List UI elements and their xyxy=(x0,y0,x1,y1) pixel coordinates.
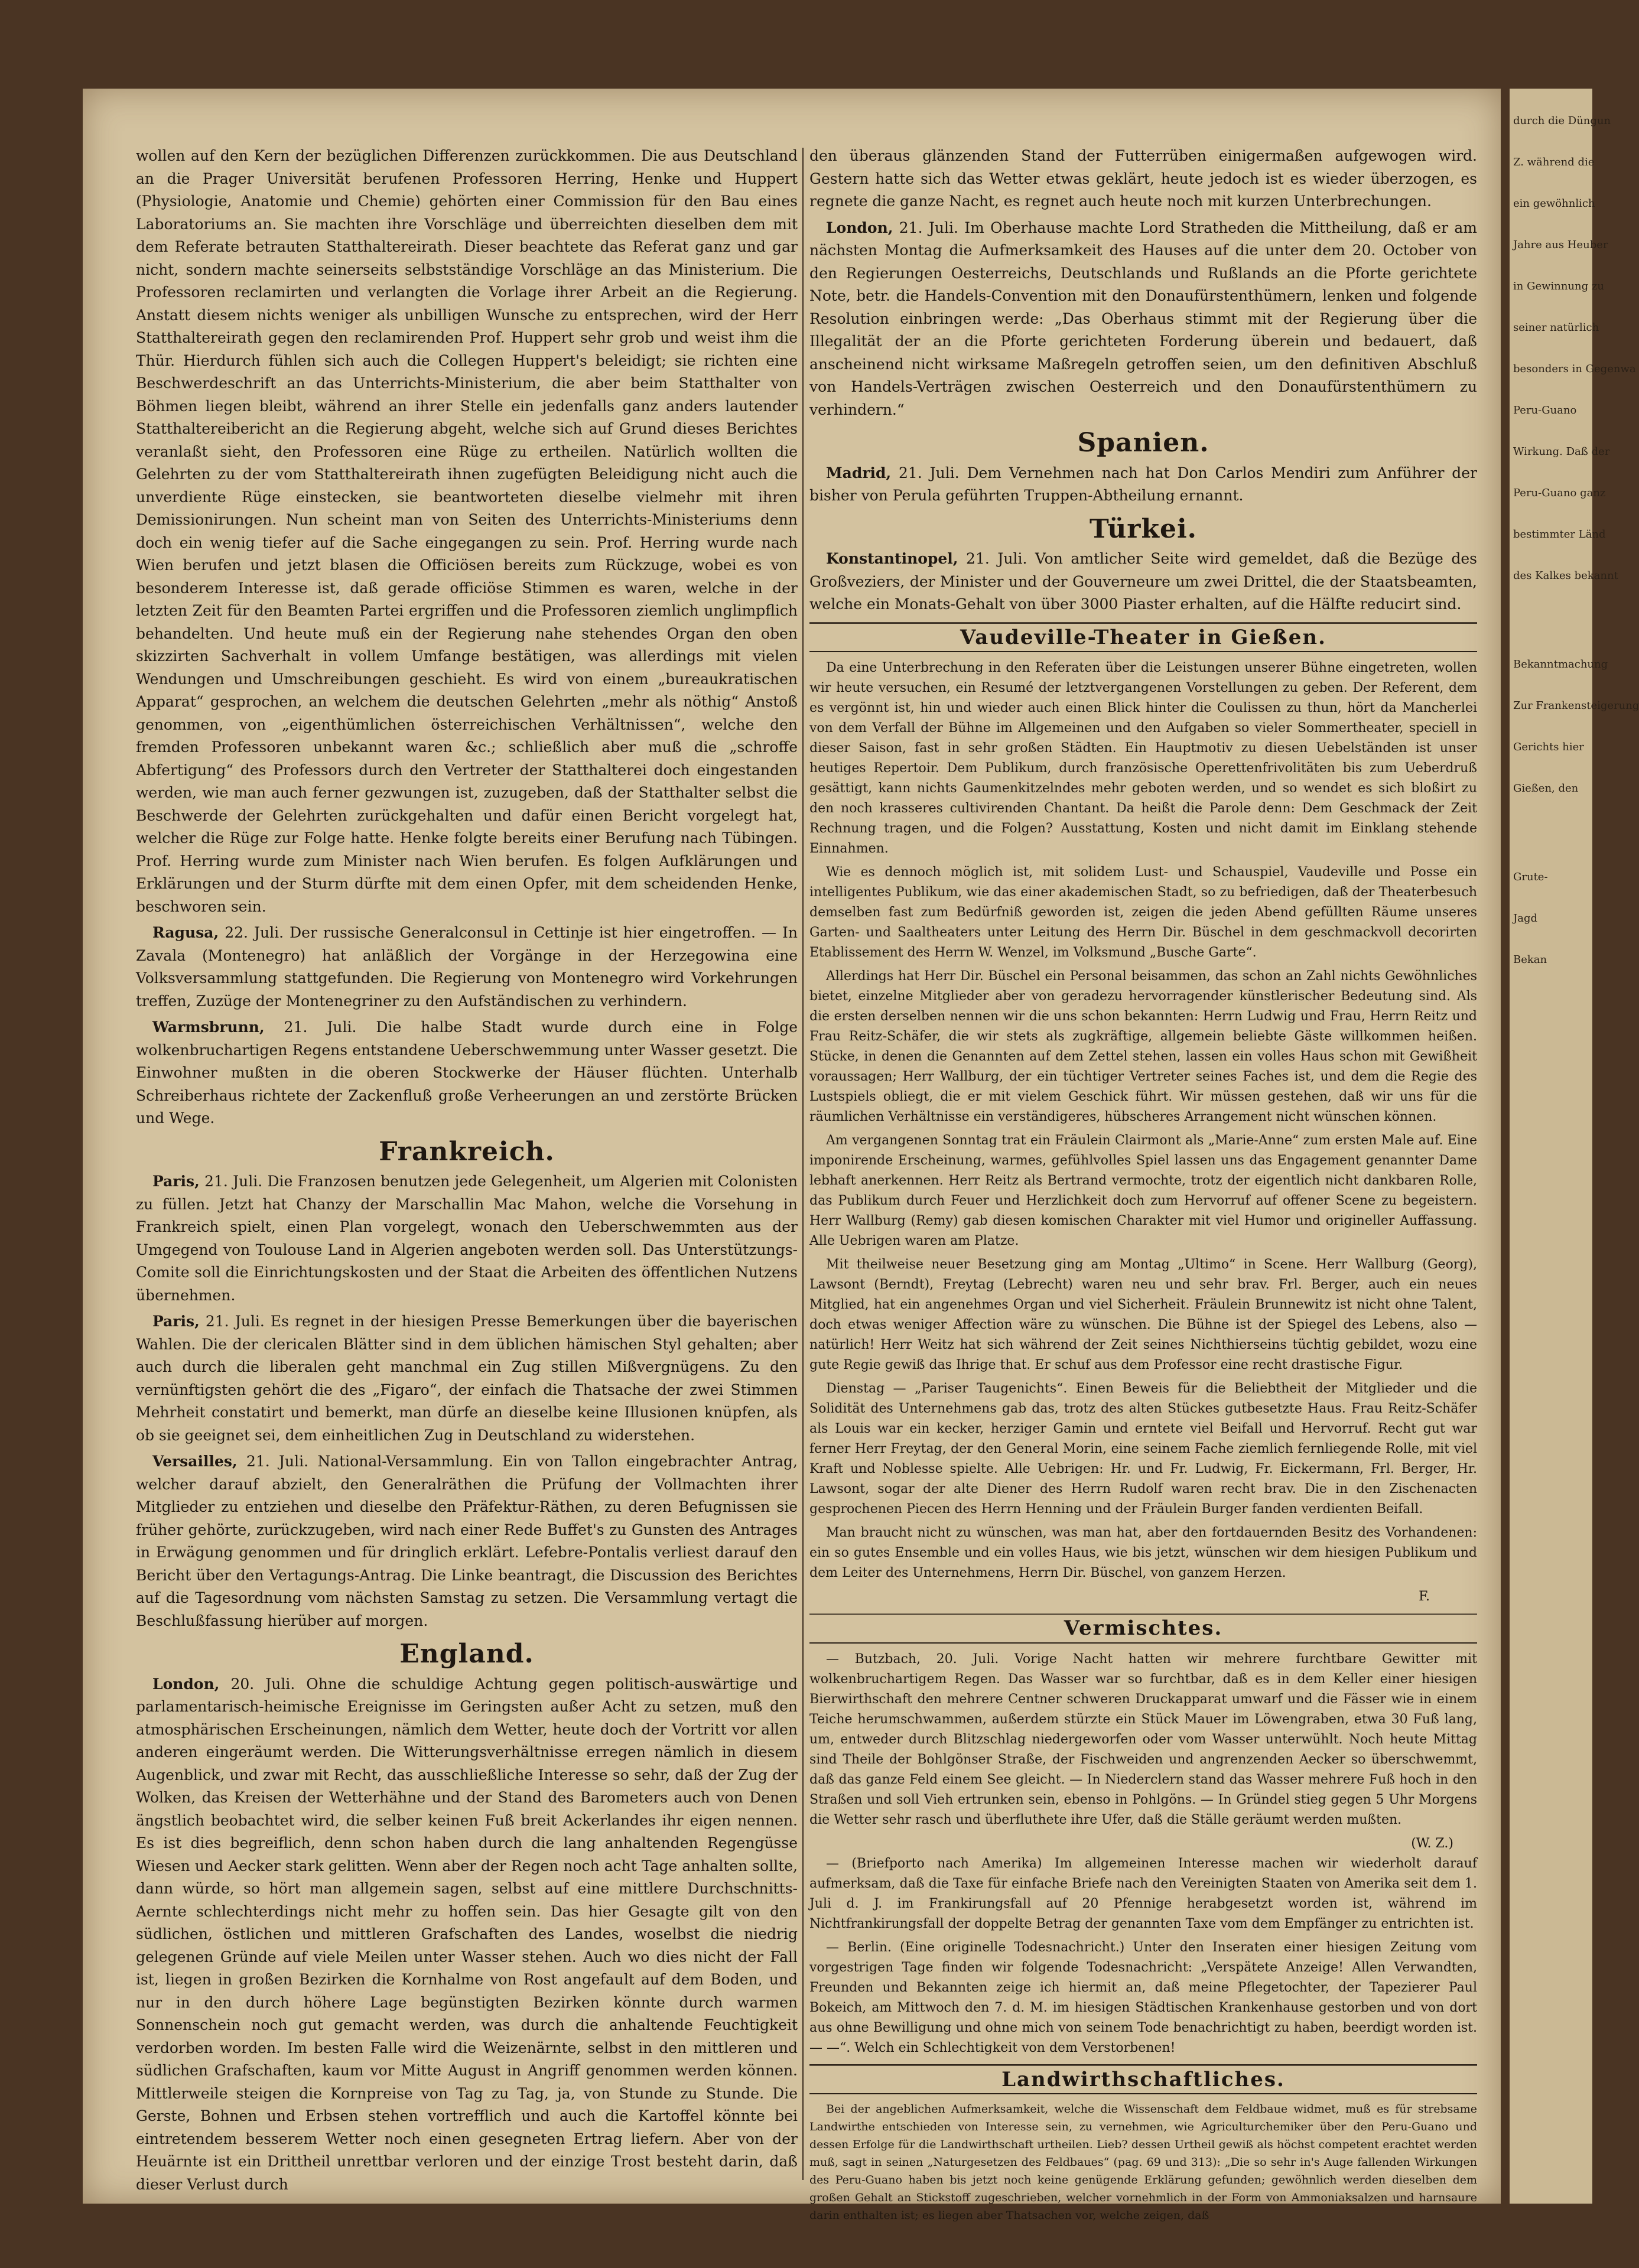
adjacent-page-line: Z. während die xyxy=(1513,156,1595,168)
heading-landwirthschaftliches: Landwirthschaftliches. xyxy=(809,2064,1477,2095)
article-versailles xyxy=(136,1450,798,1632)
section-vermischtes xyxy=(809,1649,1477,2058)
heading-england: England. xyxy=(399,1639,534,1669)
heading-spanien: Spanien. xyxy=(1077,428,1209,458)
adjacent-page-line: Zur Frankensteigerung xyxy=(1513,699,1639,712)
article-paris-2 xyxy=(136,1310,798,1447)
article-ragusa xyxy=(136,922,798,1013)
adjacent-page-line: Peru-Guano xyxy=(1513,404,1577,416)
feuilleton-theater xyxy=(809,658,1477,1607)
adjacent-page-line: Gießen, den xyxy=(1513,782,1579,795)
adjacent-page-line: ein gewöhnlich xyxy=(1513,197,1595,210)
article-london-1-text: 20. Juli. Ohne die schuldige Achtung gegen politisch-auswärtige und parlamentarisch-heimische Ereignisse im Geringsten außer Acht zu setzen, muß den atmosphärischen Erscheinungen, nämlich dem Wetter, heute doch der Vortritt vor allen anderen eingeräumt werden. Die Witterungsverhältnisse erregen nämlich in diesem Augenblick, und zwar mit Recht, das ausschließliche Interesse so sehr, daß der Zug der Wolken, das Kreisen der Wetterhähne und der Stand des Barometers auch von Denen ängstlich beobachtet wird, die selber keinen Fuß breit Ackerlandes ihr eigen nennen. Es ist dies begreiflich, denn schon haben durch die lang anhaltenden Regengüsse Wiesen und Aecker stark gelitten. Wenn aber der Regen noch acht Tage anhalten sollte, dann würde, so hört man allgemein sagen, selbst auf eine mittlere Durchschnitts-Aernte schlechterdings nicht mehr zu hoffen sein. Das hier Gesagte gilt von den südlichen, östlichen und mittleren Grafschaften des Landes, woselbst die niedrig gelegenen Gründe auf viele Meilen unter Wasser stehen. Auch wo dies nicht der Fall ist, liegen in großen Bezirken die Kornhalme von Rost angefault auf dem Boden, und nur in den durch höhere Lage begünstigten Bezirken könnte durch warmen Sonnenschein noch gut gemacht werden, was durch die anhaltende Feuchtigkeit verdorben worden. Im besten Falle wird die Weizenärnte, selbst in den mittleren und südlichen Grafschaften, kaum vor Mitte August in Angriff genommen werden können. Mittlerweile steigen die Kornpreise von Tag zu Tag, ja, von Stunde zu Stunde. Die Gerste, Bohnen und Erbsen stehen vortrefflich und auch die Kartoffel könnte bei eintretendem besserem Wetter noch einen gesegneten Ertrag liefern. Aber von der Heuärnte ist ein Drittheil unrettbar verloren und der einzige Trost besteht darin, daß dieser Verlust durch xyxy=(136,1675,798,2193)
adjacent-page-line: Grute- xyxy=(1513,871,1548,883)
article-madrid xyxy=(809,462,1477,507)
article-england-continued: den überaus glänzenden Stand der Futterrüben einigermaßen aufgewogen wird. Gestern hatte sich das Wetter etwas geklärt, heute jedoch ist es wieder überzogen, es regnete die ganze Nacht, es regnet auch heute noch mit kurzen Unterbrechungen. xyxy=(809,147,1477,210)
adjacent-page-line: Gerichts hier xyxy=(1513,741,1584,753)
article-konstantinopel-text: 21. Juli. Von amtlicher Seite wird gemeldet, daß die Bezüge des Großveziers, der Minister und der Gouverneure um zwei Drittel, die der Staatsbeamten, welche ein Monats-Gehalt von über 3000 Piaster erhalten, auf die Hälfte reducirt sind. xyxy=(809,550,1477,613)
dateline-paris-2: Paris, xyxy=(152,1313,200,1330)
adjacent-page-line: Peru-Guano ganz xyxy=(1513,487,1606,499)
article-konstantinopel xyxy=(809,548,1477,616)
dateline-paris-1: Paris, xyxy=(152,1173,200,1190)
theater-paragraph: Am vergangenen Sonntag trat ein Fräulein Clairmont als „Marie-Anne“ zum ersten Male auf. Eine imponirende Erscheinung, warmes, gefühlvolles Spiel lassen uns das Engagement genannter Dame lebhaft anerkennen. Herr Reitz als Bertrand vermochte, trotz der eigentlich nicht dankbaren Rolle, das Publikum durch Feuer und Herzlichkeit doch zum Hervorruf auf offener Scene zu begeistern. Herr Wallburg (Remy) gab diesen komischen Charakter mit viel Humor und origineller Auffassung. Alle Uebrigen waren am Platze. xyxy=(809,1133,1477,1248)
dateline-ragusa: Ragusa, xyxy=(152,924,219,941)
adjacent-page-line: besonders in Gegenwa xyxy=(1513,363,1636,375)
misc-berlin: — Berlin. (Eine originelle Todesnachricht.) Unter den Inseraten einer hiesigen Zeitung vom vorgestrigen Tage finden wir folgende Todesnachricht: „Verspätete Anzeige! Allen Verwandten, Freunden und Bekannten zeige ich hiermit an, daß meine Pflegetochter, der Tapezierer Paul Bokeich, am Mittwoch den 7. d. M. im hiesigen Städtischen Krankenhause gestorben und von dort aus ohne Bewilligung und ohne mich von seinem Tode benachrichtigt zu haben, beerdigt worden ist. — —“. Welch ein Schlechtigkeit von dem Verstorbenen! xyxy=(809,1940,1477,2055)
article-paris-1 xyxy=(136,1170,798,1307)
article-paris-1-text: 21. Juli. Die Franzosen benutzen jede Gelegenheit, um Algerien mit Colonisten zu füllen. Jetzt hat Chanzy der Marschallin Mac Mahon, welche die Vorsehung in Frankreich spielt, einen Plan vorgelegt, wonach den Ueberschwemmten aus der Umgegend von Toulouse Land in Algerien angeboten werden soll. Das Unterstützungs-Comite soll die Einrichtungskosten und der Staat die Arbeiten des öffentlichen Nutzens übernehmen. xyxy=(136,1173,798,1304)
adjacent-page-line: bestimmter Länd xyxy=(1513,528,1606,541)
right-column xyxy=(809,145,1477,2228)
article-london-2 xyxy=(809,217,1477,422)
theater-paragraph: Allerdings hat Herr Dir. Büschel ein Personal beisammen, das schon an Zahl nichts Gewöhnliches bietet, einzelne Mitglieder aber von geradezu hervorragender künstlerischer Bedeutung sind. Als die ersten derselben nennen wir die uns schon bekannten: Herrn Ludwig und Frau, Herrn Reitz und Frau Reitz-Schäfer, die wir stets als zugkräftige, allgemein beliebte Gäste willkommen heißen. Stücke, in denen die Genannten auf dem Zettel stehen, lassen ein volles Haus schon mit Gewißheit voraussagen; Herr Wallburg, der ein tüchtiger Vertreter seines Faches ist, und dem die Regie des Lustspiels obliegt, die er mit vielem Geschick führt. Wir müssen gestehen, daß wir uns für die räumlichen Verhältnisse ein verständigeres, hübscheres Arrangement nicht wünschen können. xyxy=(809,969,1477,1124)
section-landwirthschaft xyxy=(809,2100,1477,2224)
theater-paragraph: Dienstag — „Pariser Taugenichts“. Einen Beweis für die Beliebtheit der Mitglieder und die Solidität des Unternehmens gab das, trotz des alten Stückes gutbesetzte Haus. Frau Reitz-Schäfer als Louis war ein kecker, herziger Gamin und erntete viel Beifall und Hervorruf. Recht gut war ferner Herr Freytag, der den General Morin, eine seinem Fache ziemlich fernliegende Rolle, mit viel Kraft und Noblesse spielte. Alle Uebrigen: Hr. und Fr. Ludwig, Fr. Eickermann, Frl. Berger, Hr. Lawsont, sogar der alte Diener des Herrn Rudolf waren recht brav. Die in den Zischenacten gesprochenen Piecen des Herrn Henning und der Fräulein Burger fanden verdienten Beifall. xyxy=(809,1381,1477,1517)
left-column xyxy=(136,145,798,2199)
article-warmsbrunn xyxy=(136,1016,798,1130)
article-paris-2-text: 21. Juli. Es regnet in der hiesigen Presse Bemerkungen über die bayerischen Wahlen. Die der clericalen Blätter sind in dem üblichen hämischen Styl gehalten; aber auch durch die liberalen geht manchmal ein Zug stillen Mißvergnügens. Zu den vernünftigsten gehört die des „Figaro“, der einfach die Thatsache der zwei Stimmen Mehrheit constatirt und bemerkt, man dürfe an dieselbe keine Illusionen knüpfen, als ob sie geeignet sei, dem einheitlichen Zug in Deutschland zu widerstehen. xyxy=(136,1313,798,1444)
theater-signature: F. xyxy=(1419,1589,1430,1604)
article-madrid-text: 21. Juli. Dem Vernehmen nach hat Don Carlos Mendiri zum Anführer der bisher von Perula geführten Truppen-Abtheilung ernannt. xyxy=(809,464,1478,504)
theater-paragraph: Mit theilweise neuer Besetzung ging am Montag „Ultimo“ in Scene. Herr Wallburg (Georg), Lawsont (Berndt), Freytag (Lebrecht) waren neu und sehr brav. Frl. Berger, auch ein neues Mitglied, hat ein angenehmes Organ und viel Sicherheit. Fräulein Brunnewitz ist nicht ohne Talent, doch etwas weniger Affection wäre zu wünschen. Die Bühne ist der Spiegel des Lebens, also — natürlich! Herr Weitz hat sich während der Zeit seines Nichthierseins tüchtig gebildet, wozu eine gute Regie gewiß das Ihrige that. Er schuf aus dem Professor eine recht drastische Figur. xyxy=(809,1257,1477,1372)
heading-vaudeville-theater: Vaudeville-Theater in Gießen. xyxy=(809,622,1477,653)
agriculture-paragraph: Bei der angeblichen Aufmerksamkeit, welche die Wissenschaft dem Feldbaue widmet, muß es für strebsame Landwirthe entschieden von Interesse sein, zu vernehmen, wie Agriculturchemiker über den Peru-Guano und dessen Erfolge für die Landwirthschaft urtheilen. Lieb? dessen Urtheil gewiß als höchst competent erachtet werden muß, sagt in seinen „Naturgesetzen des Feldbaues“ (pag. 69 und 313): „Die so sehr in's Auge fallenden Wirkungen des Peru-Guano haben bis jetzt noch keine genügende Erklärung gefunden; gewöhnlich werden dieselben dem großen Gehalt an Stickstoff zugeschrieben, welcher vornehmlich in der Form von Ammoniaksalzen und harnsaure darin enthalten ist; es liegen aber Thatsachen vor, welche zeigen, daß xyxy=(809,2103,1477,2222)
article-london-2-text: 21. Juli. Im Oberhause machte Lord Stratheden die Mittheilung, daß er am nächsten Montag die Aufmerksamkeit des Hauses auf die unter dem 20. October von den Regierungen Oesterreichs, Deutschlands und Rußlands an die Pforte gerichtete Note, betr. die Handels-Convention mit den Donaufürstenthümern, lenken und folgende Resolution einbringen werde: „Das Oberhaus stimmt mit der Regierung über die Illegalität der an die Pforte gerichteten Forderung überein und bedauert, daß anscheinend nicht wirksame Maßregeln getroffen seien, um den definitiven Abschluß von Handels-Verträgen zwischen Oesterreich und den Donaufürstenthümern zu verhindern.“ xyxy=(809,219,1477,418)
dateline-konstantinopel: Konstantinopel, xyxy=(826,550,958,567)
article-ragusa-text: 22. Juli. Der russische Generalconsul in Cettinje ist hier eingetroffen. — In Zavala (Montenegro) hat anläßlich der Vorgänge in der Herzegowina eine Volksversammlung stattgefunden. Die Regierung von Montenegro wird Vorkehrungen treffen, Zuzüge der Montenegriner zu den Aufständischen zu verhindern. xyxy=(136,924,798,1010)
misc-butzbach: — Butzbach, 20. Juli. Vorige Nacht hatten wir mehrere furchtbare Gewitter mit wolkenbruchartigem Regen. Das Wasser war so furchtbar, daß es in dem Keller einer hiesigen Bierwirthschaft den mehrere Centner schweren Druckapparat umwarf und die Fässer wie in einem Teiche herumschwammen, außerdem stürzte ein Stück Mauer im Löwengraben, etwa 30 Fuß lang, um, entweder durch Blitzschlag niedergeworfen oder vom Wasser unterwühlt. Noch heute Mittag sind Theile der Bohlgönser Straße, der Fischweiden und angrenzenden Aecker so überschwemmt, daß das ganze Feld einem See gleicht. — In Niederclern stand das Wasser mehrere Fuß hoch in den Straßen und soll Vieh ertrunken sein, ebenso in Pohlgöns. — In Gründel stieg gegen 5 Uhr Morgens die Wetter sehr rasch und überfluthete ihre Ufer, daß die Ställe geräumt werden mußten. xyxy=(809,1651,1477,1827)
theater-paragraph: Wie es dennoch möglich ist, mit solidem Lust- und Schauspiel, Vaudeville und Posse ein intelligentes Publikum, wie das einer akademischen Stadt, so zu befriedigen, daß der Theaterbesuch demselben fast zum Bedürfniß geworden ist, zeigen die jeden Abend gefüllten Räume unseres Garten- und Saaltheaters unter Leitung des Herrn Dir. Büschel in dem geschmackvoll decorirten Etablissement des Herrn W. Wenzel, im Volksmund „Busche Garte“. xyxy=(809,865,1477,960)
dateline-madrid: Madrid, xyxy=(826,464,892,481)
newspaper-page xyxy=(83,89,1501,2222)
adjacent-page-line: seiner natürlich xyxy=(1513,321,1599,334)
adjacent-page-line: in Gewinnung zu xyxy=(1513,280,1604,292)
dateline-london-2: London, xyxy=(826,219,893,236)
adjacent-page-strip xyxy=(1510,89,1639,2204)
article-london-1 xyxy=(136,1673,798,2197)
adjacent-page-line: Jagd xyxy=(1513,912,1537,925)
article-prague-professors: wollen auf den Kern der bezüglichen Differenzen zurückkommen. Die aus Deutschland an die Prager Universität berufenen Professoren Herring, Henke und Huppert (Physiologie, Anatomie und Chemie) gehörten einer Commission für den Bau eines Laboratoriums an. Sie machten ihre Vorschläge und überreichten dieselben dem mit dem Referate betrauten Statthaltereirath. Dieser beachtete das Referat ganz und gar nicht, sondern machte seinerseits selbstständige Vorschläge an das Ministerium. Die Professoren reclamirten und verlangten die Vorlage ihrer Arbeit an die Regierung. Anstatt diesem nichts weniger als unbilligen Wunsche zu entsprechen, wird der Herr Statthaltereirath gegen den reclamirenden Prof. Huppert sehr grob und weist ihm die Thür. Hierdurch fühlen sich auch die Collegen Huppert's beleidigt; sie richten eine Beschwerdeschrift an das Unterrichts-Ministerium, die aber beim Statthalter von Böhmen liegen bleibt, während an ihrer Stelle ein jedenfalls ganz anders lautender Statthaltereibericht an die Regierung abgeht, welche sich auf Grund dieses Berichtes veranlaßt sieht, den Professoren eine Rüge zu ertheilen. Natürlich wollten die Gelehrten zu der vom Statthaltereirath ihnen zugefügten Beleidigung nicht auch die unverdiente Rüge einstecken, sie beantworteten dieselbe vielmehr mit ihren Demissionirungen. Nun scheint man von Seiten des Unterrichts-Ministeriums denn doch ein wenig tiefer auf die Sache eingegangen zu sein. Prof. Herring wurde nach Wien berufen und jetzt blasen die Officiösen bereits zum Rückzuge, wobei es von besonderem Interesse ist, daß gerade officiöse Stimmen es waren, welche in der letzten Zeit für den Beamten Partei ergriffen und die Professoren ziemlich unglimpflich behandelten. Und heute muß ein der Regierung nahe stehendes Organ den oben skizzirten Sachverhalt in vollem Umfange bestätigen, was allerdings mit vielen Wendungen und Umschreibungen geschieht. Es wird von einem „bureaukratischen Apparat“ gesprochen, an welchem die deutschen Gelehrten „mehr als nöthig“ Anstoß genommen, von „eigenthümlichen österreichischen Verhältnissen“, welche den fremden Professoren unbekannt waren &c.; schließlich aber muß die „schroffe Abfertigung“ des Professors durch den Vertreter der Statthalterei doch eingestanden werden, wie man auch ferner gezwungen ist, zuzugeben, daß der Statthalter selbst die Beschwerde der Gelehrten zurückgehalten und dafür einen Bericht vorgelegt hat, welcher die Rüge zur Folge hatte. Henke folgte bereits einer Berufung nach Tübingen. Prof. Herring wurde zum Minister nach Wien berufen. Es folgen Aufklärungen und Erklärungen und der Sturm dürfte mit dem einen Opfer, mit dem scheidenden Henke, beschworen sein. xyxy=(136,147,798,915)
heading-tuerkei: Türkei. xyxy=(1089,513,1198,544)
theater-paragraph: Man braucht nicht zu wünschen, was man hat, aber den fortdauernden Besitz des Vorhandenen: ein so gutes Ensemble und ein volles Haus, wie bis jetzt, wünschen wir dem hiesigen Publikum und dem Leiter des Unternehmens, Herrn Dir. Büschel, von ganzem Herzen. xyxy=(809,1525,1477,1580)
adjacent-page-line: Jahre aus Heuber xyxy=(1513,239,1608,251)
adjacent-page-line: des Kalkes bekannt xyxy=(1513,570,1618,582)
dateline-versailles: Versailles, xyxy=(152,1453,238,1470)
heading-vermischtes: Vermischtes. xyxy=(809,1613,1477,1644)
adjacent-page-text xyxy=(1513,112,1639,969)
dateline-warmsbrunn: Warmsbrunn, xyxy=(152,1019,265,1036)
article-warmsbrunn-text: 21. Juli. Die halbe Stadt wurde durch eine in Folge wolkenbruchartigen Regens entstandene Ueberschwemmung unter Wasser gesetzt. Die Einwohner mußten in die oberen Stockwerke der Häuser flüchten. Unterhalb Schreiberhaus richtete der Zackenfluß große Verheerungen an und zerstörte Brücken und Wege. xyxy=(136,1019,798,1127)
misc-butzbach-source: (W. Z.) xyxy=(1411,1836,1453,1851)
misc-briefporto: — (Briefporto nach Amerika) Im allgemeinen Interesse machen wir wiederholt darauf aufmerksam, daß die Taxe für einfache Briefe nach den Vereinigten Staaten von Amerika seit dem 1. Juli d. J. im Frankirungsfall auf 20 Pfennige herabgesetzt worden ist, während im Nichtfrankirungsfall der doppelte Betrag der genannten Taxe vom dem Empfänger zu entrichten ist. xyxy=(809,1856,1477,1931)
adjacent-page-line: Bekanntmachung xyxy=(1513,658,1608,671)
adjacent-page-line: Bekan xyxy=(1513,954,1547,966)
adjacent-page-line: Wirkung. Daß der xyxy=(1513,445,1610,458)
column-divider xyxy=(802,148,804,2180)
adjacent-page-line: durch die Düngun xyxy=(1513,115,1611,127)
dateline-london-1: London, xyxy=(152,1675,220,1693)
heading-frankreich: Frankreich. xyxy=(379,1136,555,1167)
theater-paragraph: Da eine Unterbrechung in den Referaten über die Leistungen unserer Bühne eingetreten, wollen wir heute versuchen, ein Resumé der letztvergangenen Vorstellungen zu geben. Der Referent, dem es vergönnt ist, hin und wieder auch einen Blick hinter die Coulissen zu thun, hört da Mancherlei von dem Verfall der Bühne im Allgemeinen und den Aufgaben so vieler Sommertheater, speciell in dieser Saison, fast in sehr großen Städten. Ein Hauptmotiv zu diesen Uebelständen ist unser heutiges Repertoir. Dem Publikum, durch französische Operettenfrivolitäten bis zum Ueberdruß gesättigt, kann nichts Gaumenkitzelndes mehr geboten werden, und so wendet es sich bloßirt zu den noch krasseres cultivirenden Chantant. Da heißt die Parole denn: Dem Geschmack der Zeit Rechnung tragen, und die Folgen? Ausstattung, Kosten und nicht damit im Einklang stehende Einnahmen. xyxy=(809,660,1477,856)
article-versailles-text: 21. Juli. National-Versammlung. Ein von Tallon eingebrachter Antrag, welcher darauf abzielt, den Generalräthen die Prüfung der Vollmachten ihrer Mitglieder zu entziehen und dieselbe den Präfektur-Räthen, zu deren Befugnissen sie früher gehörte, zurückzugeben, wird nach einer Rede Buffet's zu Gunsten des Antrages in Erwägung genommen und für dringlich erklärt. Lefebre-Pontalis verliest darauf den Bericht über den Vertagungs-Antrag. Die Linke beantragt, die Discussion des Berichtes auf die Tagesordnung vom nächsten Samstag zu setzen. Die Versammlung vertagt die Beschlußfassung hierüber auf morgen. xyxy=(136,1453,798,1629)
